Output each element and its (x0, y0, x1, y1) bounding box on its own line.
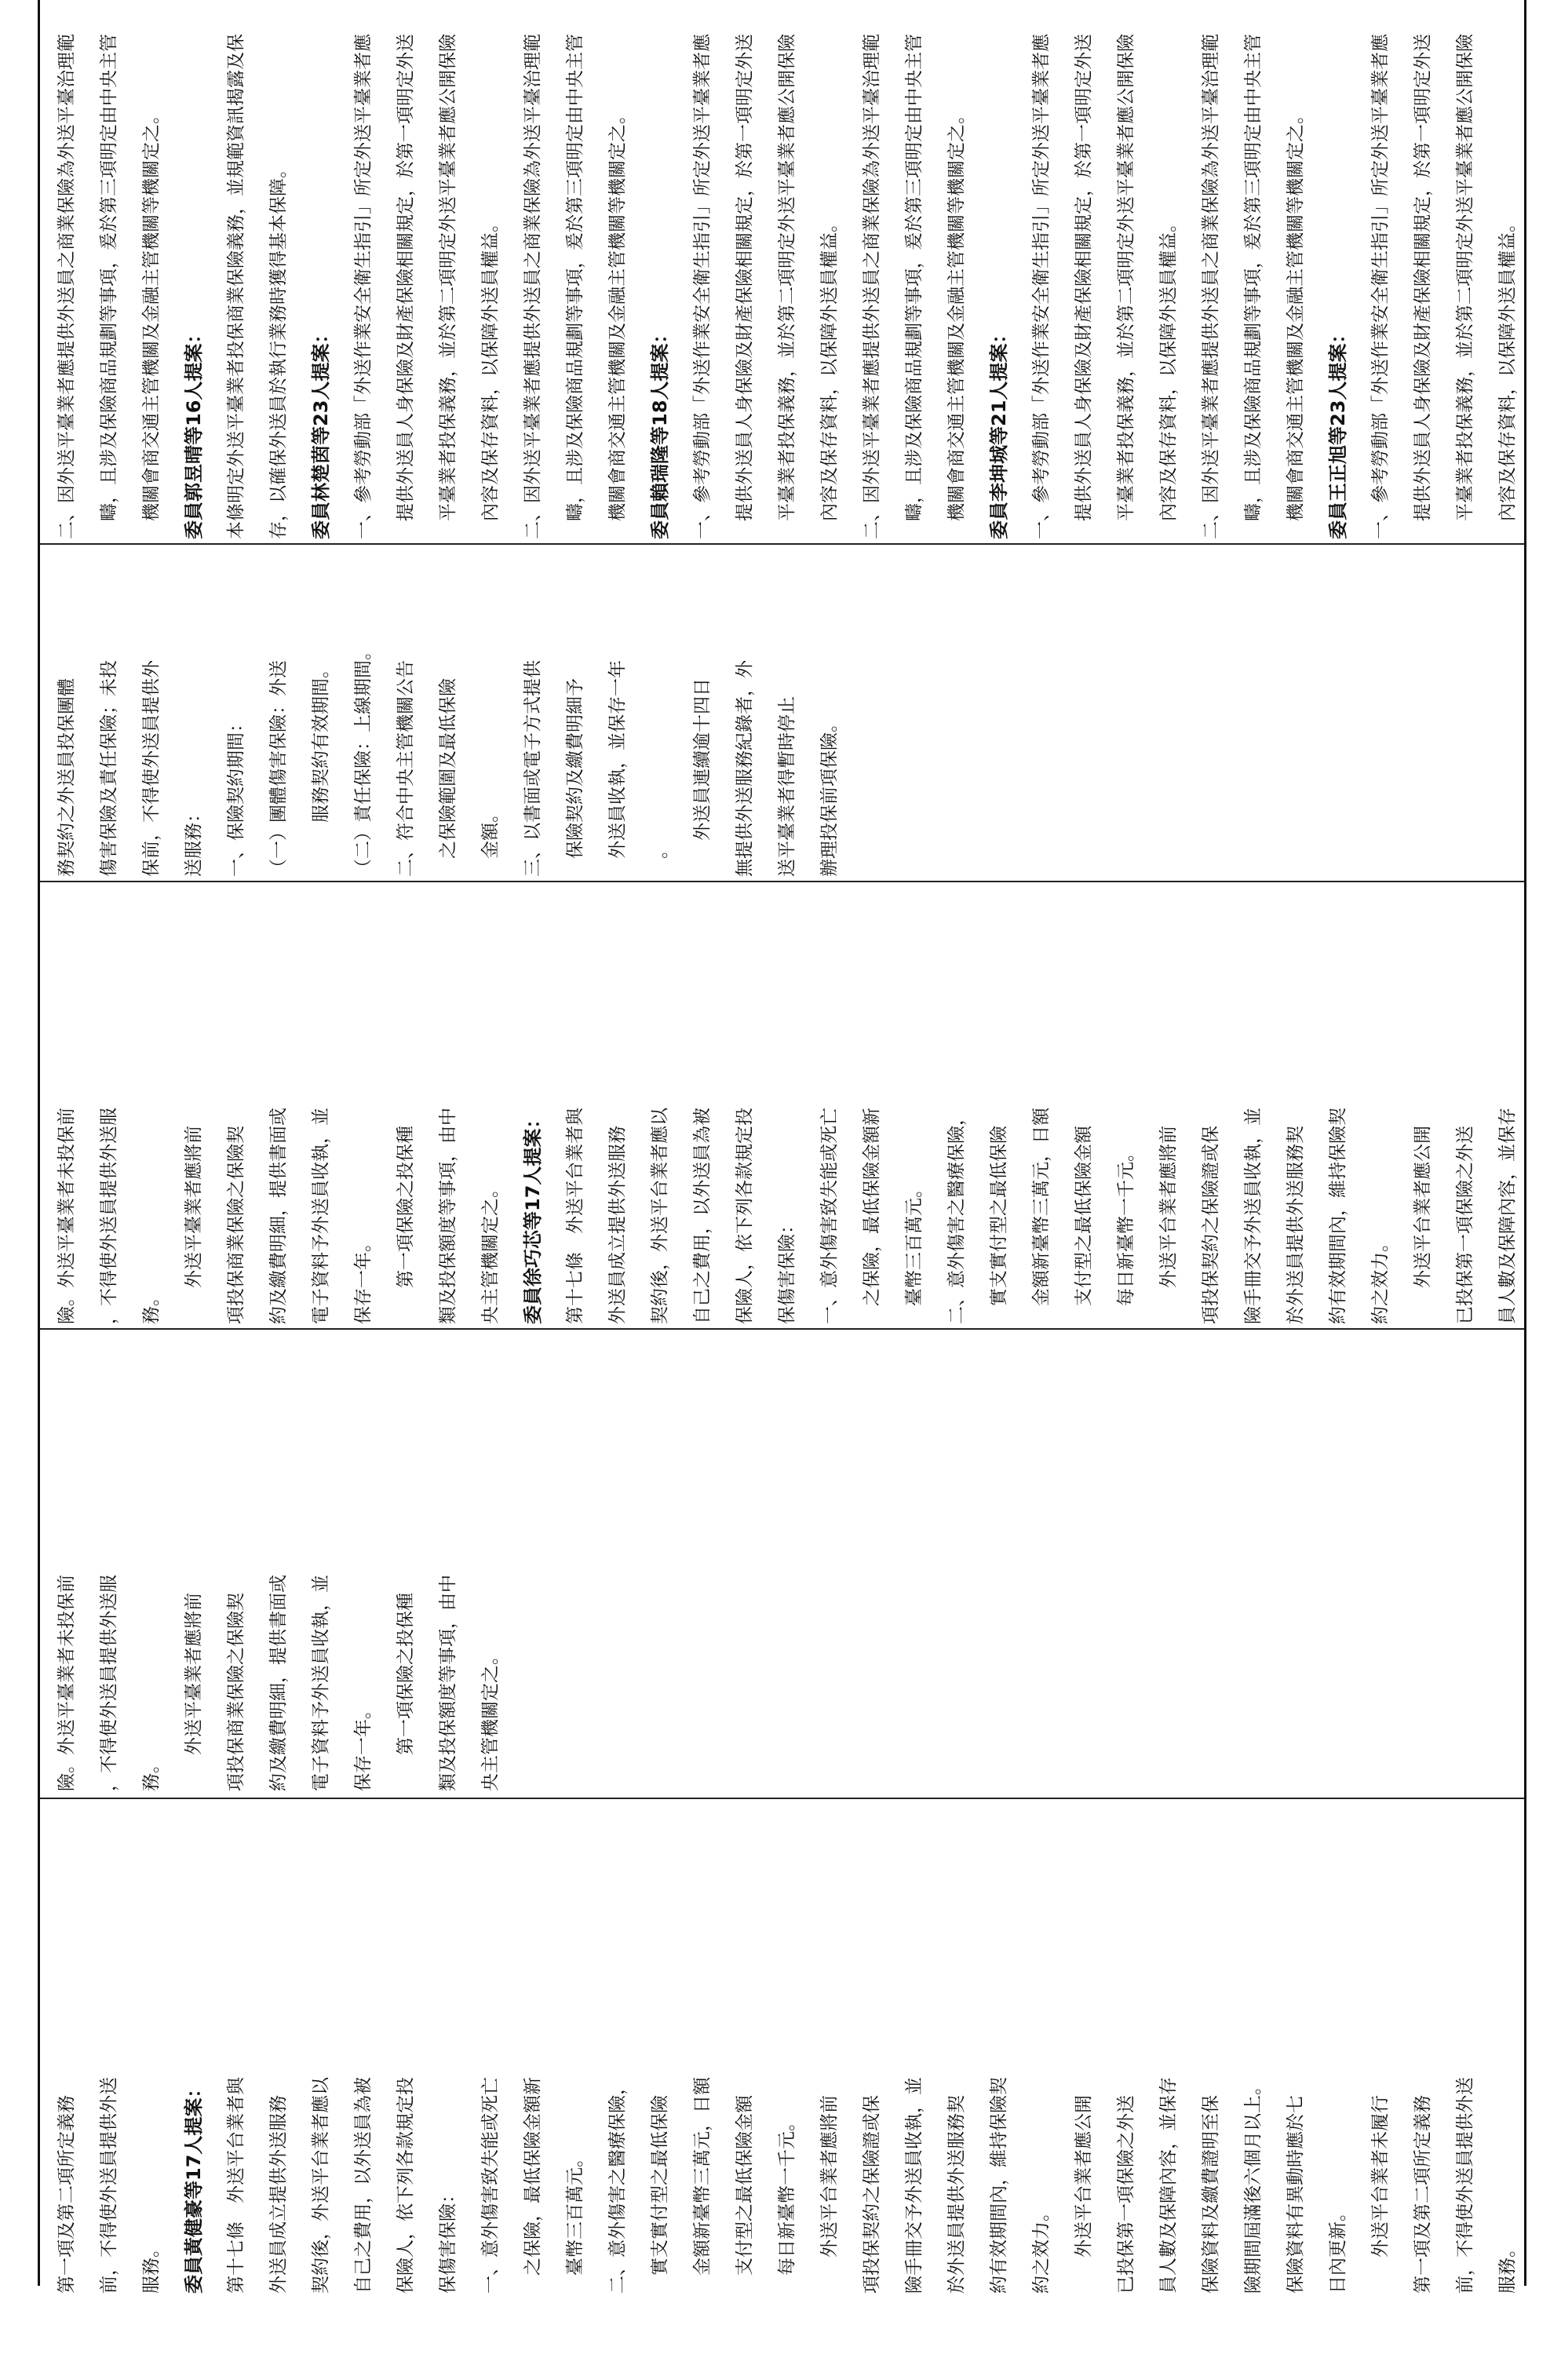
text-line: 央主管機關定之。 (480, 1647, 501, 1791)
text-line: 二、因外送平臺業者應提供外送員之商業保險為外送平臺治理範 (523, 34, 543, 539)
text-line: 約及繳費明細，提供書面或 (268, 1575, 289, 1791)
text-line: 電子資料予外送員收執，並 (311, 1575, 331, 1791)
text-line: 送服務： (184, 805, 204, 877)
text-line: ，不得使外送員提供外送服 (99, 1575, 119, 1791)
text-line: 提供外送員人身保險及財產保險相關規定，於第一項明定外送 (1074, 34, 1094, 539)
text-line: 辦理投保前項保險。 (819, 714, 840, 877)
text-line: 臺幣三百萬元。 (904, 1180, 925, 1324)
text-line: 提供外送員人身保險及財產保險相關規定，於第一項明定外送 (735, 34, 755, 539)
text-line: 平臺業者投保義務，並於第二項明定外送平臺業者應公開保險 (777, 34, 797, 539)
text-line: 項投保契約之保險證或保 (1201, 1126, 1221, 1324)
text-line: 存，以確保外送員於執行業務時獲得基本保障。 (268, 160, 289, 539)
text-line: 外送員成立提供外送服務 (607, 1126, 628, 1324)
text-line: 項投保商業保險之保險契 (226, 1593, 246, 1791)
text-line: 一、參考勞動部「外送作業安全衛生指引」所定外送平臺業者應 (692, 34, 713, 539)
text-column-3 (46, 885, 1521, 1324)
text-line: 金額新臺幣三萬元，日額 (692, 2077, 713, 2294)
text-line: 約及繳費明細，提供書面或 (268, 1108, 289, 1324)
text-line: 之保險範圍及最低保險 (438, 678, 458, 877)
column-divider (39, 1328, 1524, 1330)
text-line: 保險資料及繳費證明至保 (1201, 2095, 1221, 2294)
text-line: 險。外送平臺業者未投保前 (57, 1575, 77, 1791)
text-line: 於外送員提供外送服務契 (946, 2095, 967, 2294)
text-line: 已投保第一項保險之外送 (1455, 1126, 1475, 1324)
text-line: 疇，且涉及保險商品規劃等事項，爰於第三項明定由中央主管 (1243, 34, 1264, 539)
text-line: 之保險，最低保險金額新 (862, 1108, 882, 1324)
column-divider (39, 881, 1524, 882)
text-line: 前，不得使外送員提供外送 (99, 2077, 119, 2294)
text-line: 外送平臺業者應將前 (184, 1126, 204, 1324)
text-line: 外送平台業者應公開 (1074, 2095, 1094, 2294)
text-line: 約之效力。 (1031, 2203, 1052, 2294)
text-line: 疇，且涉及保險商品規劃等事項，爰於第三項明定由中央主管 (904, 34, 925, 539)
text-line: 傷害保險及責任保險；未投 (99, 660, 119, 877)
text-line: 自己之費用，以外送員為被 (353, 2077, 374, 2294)
text-line: 實支實付型之最低保險 (989, 1126, 1009, 1324)
text-line: 一、意外傷害致失能或死亡 (480, 2077, 501, 2294)
text-line: 二、意外傷害之醫療保險， (946, 1108, 967, 1324)
text-line: 日內更新。 (1328, 2203, 1348, 2294)
text-line: 約有效期間內，維持保險契 (989, 2077, 1009, 2294)
text-line: 每日新臺幣一千元。 (1116, 1144, 1136, 1324)
text-line: 外送員成立提供外送服務 (268, 2095, 289, 2294)
text-line: 外送平台業者未履行 (1370, 2095, 1391, 2294)
text-line: 前，不得使外送員提供外送 (1455, 2077, 1475, 2294)
proposal-heading: 委員黃健豪等17人提案： (183, 2079, 205, 2294)
text-line: 第十七條 外送平台業者與 (226, 2077, 246, 2294)
text-line: 類及投保額度等事項，由中 (438, 1575, 458, 1791)
text-column-2 (46, 1336, 1521, 1791)
text-line: 內容及保存資料，以保障外送員權益。 (480, 214, 501, 539)
text-line: 一、意外傷害致失能或死亡 (819, 1108, 840, 1324)
text-line: 一、保險契約期間： (226, 714, 246, 877)
text-line: 內容及保存資料，以保障外送員權益。 (1497, 214, 1518, 539)
text-column-1 (46, 1807, 1521, 2294)
text-line: 保險契約及繳費明細予 (565, 678, 585, 877)
text-line: 自己之費用，以外送員為被 (692, 1108, 713, 1324)
text-line: （一）團體傷害保險：外送 (268, 660, 289, 877)
text-line: 類及投保額度等事項，由中 (438, 1108, 458, 1324)
text-line: 每日新臺幣一千元。 (777, 2113, 797, 2294)
text-line: 疇，且涉及保險商品規劃等事項，爰於第三項明定由中央主管 (99, 34, 119, 539)
text-line: 項投保契約之保險證或保 (862, 2095, 882, 2294)
text-line: 契約後，外送平台業者應以 (311, 2077, 331, 2294)
text-line: 約之效力。 (1370, 1234, 1391, 1324)
text-line: 支付型之最低保險金額 (735, 2095, 755, 2294)
column-divider (39, 1798, 1524, 1799)
text-line: 支付型之最低保險金額 (1074, 1126, 1094, 1324)
text-line: 外送員連續逾十四日 (692, 678, 713, 877)
text-line: 險手冊交予外送員收執，並 (1243, 1108, 1264, 1324)
text-column-4 (46, 547, 1521, 877)
text-line: 無提供外送服務紀錄者，外 (735, 660, 755, 877)
text-line: 機關會商交通主管機關及金融主管機關等機關定之。 (607, 106, 628, 539)
text-line: 一、參考勞動部「外送作業安全衛生指引」所定外送平臺業者應 (353, 34, 374, 539)
text-line: 保險人，依下列各款規定投 (396, 2077, 416, 2294)
text-line: 本條明定外送平臺業者投保商業保險義務，並規範資訊揭露及保 (226, 34, 246, 539)
text-line: 務。 (141, 1755, 162, 1791)
text-line: 保存一年。 (353, 1701, 374, 1791)
text-line: 機關會商交通主管機關及金融主管機關等機關定之。 (946, 106, 967, 539)
text-line: 員人數及保障內容，並保存 (1158, 2077, 1179, 2294)
text-line: 約有效期間內，維持保險契 (1328, 1108, 1348, 1324)
text-line: （二）責任保險：上線期間。 (353, 642, 374, 877)
text-line: 外送平台業者應公開 (1413, 1126, 1433, 1324)
text-line: 平臺業者投保義務，並於第二項明定外送平臺業者應公開保險 (1455, 34, 1475, 539)
text-line: 保險資料有異動時應於七 (1286, 2095, 1306, 2294)
text-line: 保險人，依下列各款規定投 (735, 1108, 755, 1324)
text-line: 外送員收執，並保存一年 (607, 660, 628, 877)
text-line: 三、以書面或電子方式提供 (523, 660, 543, 877)
text-line: 內容及保存資料，以保障外送員權益。 (1158, 214, 1179, 539)
text-line: 保傷害保險： (777, 1216, 797, 1324)
text-line: 提供外送員人身保險及財產保險相關規定，於第一項明定外送 (1413, 34, 1433, 539)
text-line: 平臺業者投保義務，並於第二項明定外送平臺業者應公開保險 (438, 34, 458, 539)
text-line: 金額新臺幣三萬元，日額 (1031, 1108, 1052, 1324)
text-line: 送平臺業者得暫時停止 (777, 696, 797, 877)
text-line: 已投保第一項保險之外送 (1116, 2095, 1136, 2294)
text-line: 第一項保險之投保種 (396, 1126, 416, 1324)
text-line: 一、參考勞動部「外送作業安全衛生指引」所定外送平臺業者應 (1370, 34, 1391, 539)
text-line: 服務契約有效期間。 (311, 660, 331, 877)
text-line: 。 (650, 841, 670, 877)
text-line: 外送平台業者應將前 (819, 2095, 840, 2294)
text-line: 外送平臺業者應將前 (184, 1593, 204, 1791)
text-line: 電子資料予外送員收執，並 (311, 1108, 331, 1324)
text-line: 險期間屆滿後六個月以上。 (1243, 2077, 1264, 2294)
proposal-heading: 委員郭昱晴等16人提案： (183, 324, 205, 539)
bottom-rule (1524, 0, 1526, 2286)
text-line: 二、符合中央主管機關公告 (396, 660, 416, 877)
top-rule (38, 0, 40, 2286)
text-line: 服務。 (1497, 2239, 1518, 2294)
text-line: 契約後，外送平台業者應以 (650, 1108, 670, 1324)
text-line: ，不得使外送員提供外送服 (99, 1108, 119, 1324)
text-line: 金額。 (480, 805, 501, 877)
text-line: 第十七條 外送平台業者與 (565, 1108, 585, 1324)
text-line: 保前，不得使外送員提供外 (141, 660, 162, 877)
text-line: 保傷害保險： (438, 2185, 458, 2294)
text-line: 項投保商業保險之保險契 (226, 1126, 246, 1324)
text-line: 保存一年。 (353, 1234, 374, 1324)
text-line: 險手冊交予外送員收執，並 (904, 2077, 925, 2294)
proposal-heading: 委員林楚茵等23人提案： (310, 324, 332, 539)
text-line: 二、因外送平臺業者應提供外送員之商業保險為外送平臺治理範 (57, 34, 77, 539)
text-line: 務。 (141, 1288, 162, 1324)
text-line: 機關會商交通主管機關及金融主管機關等機關定之。 (1286, 106, 1306, 539)
proposal-heading: 委員徐巧芯等17人提案： (522, 1109, 544, 1324)
text-line: 二、意外傷害之醫療保險， (607, 2077, 628, 2294)
text-line: 於外送員提供外送服務契 (1286, 1126, 1306, 1324)
text-line: 二、因外送平臺業者應提供外送員之商業保險為外送平臺治理範 (862, 34, 882, 539)
text-line: 機關會商交通主管機關及金融主管機關等機關定之。 (141, 106, 162, 539)
text-line: 險。外送平臺業者未投保前 (57, 1108, 77, 1324)
text-line: 之保險，最低保險金額新 (523, 2077, 543, 2294)
text-line: 實支實付型之最低保險 (650, 2095, 670, 2294)
proposal-heading: 委員賴瑞隆等18人提案： (649, 324, 671, 539)
text-line: 二、因外送平臺業者應提供外送員之商業保險為外送平臺治理範 (1201, 34, 1221, 539)
text-line: 一、參考勞動部「外送作業安全衛生指引」所定外送平臺業者應 (1031, 34, 1052, 539)
proposal-heading: 委員李坤城等21人提案： (988, 324, 1010, 539)
text-line: 臺幣三百萬元。 (565, 2149, 585, 2294)
text-line: 央主管機關定之。 (480, 1180, 501, 1324)
column-divider (39, 543, 1524, 545)
text-line: 員人數及保障內容，並保存 (1497, 1108, 1518, 1324)
text-line: 第一項及第二項所定義務 (57, 2095, 77, 2294)
text-line: 第一項保險之投保種 (396, 1593, 416, 1791)
text-line: 平臺業者投保義務，並於第二項明定外送平臺業者應公開保險 (1116, 34, 1136, 539)
text-line: 第一項及第二項所定義務 (1413, 2095, 1433, 2294)
proposal-heading: 委員王正旭等23人提案： (1327, 324, 1349, 539)
text-line: 服務。 (141, 2239, 162, 2294)
text-line: 提供外送員人身保險及財產保險相關規定，於第一項明定外送 (396, 34, 416, 539)
text-line: 務契約之外送員投保團體 (57, 678, 77, 877)
text-line: 外送平台業者應將前 (1158, 1126, 1179, 1324)
text-line: 疇，且涉及保險商品規劃等事項，爰於第三項明定由中央主管 (565, 34, 585, 539)
text-line: 內容及保存資料，以保障外送員權益。 (819, 214, 840, 539)
text-column-5 (46, 0, 1521, 539)
